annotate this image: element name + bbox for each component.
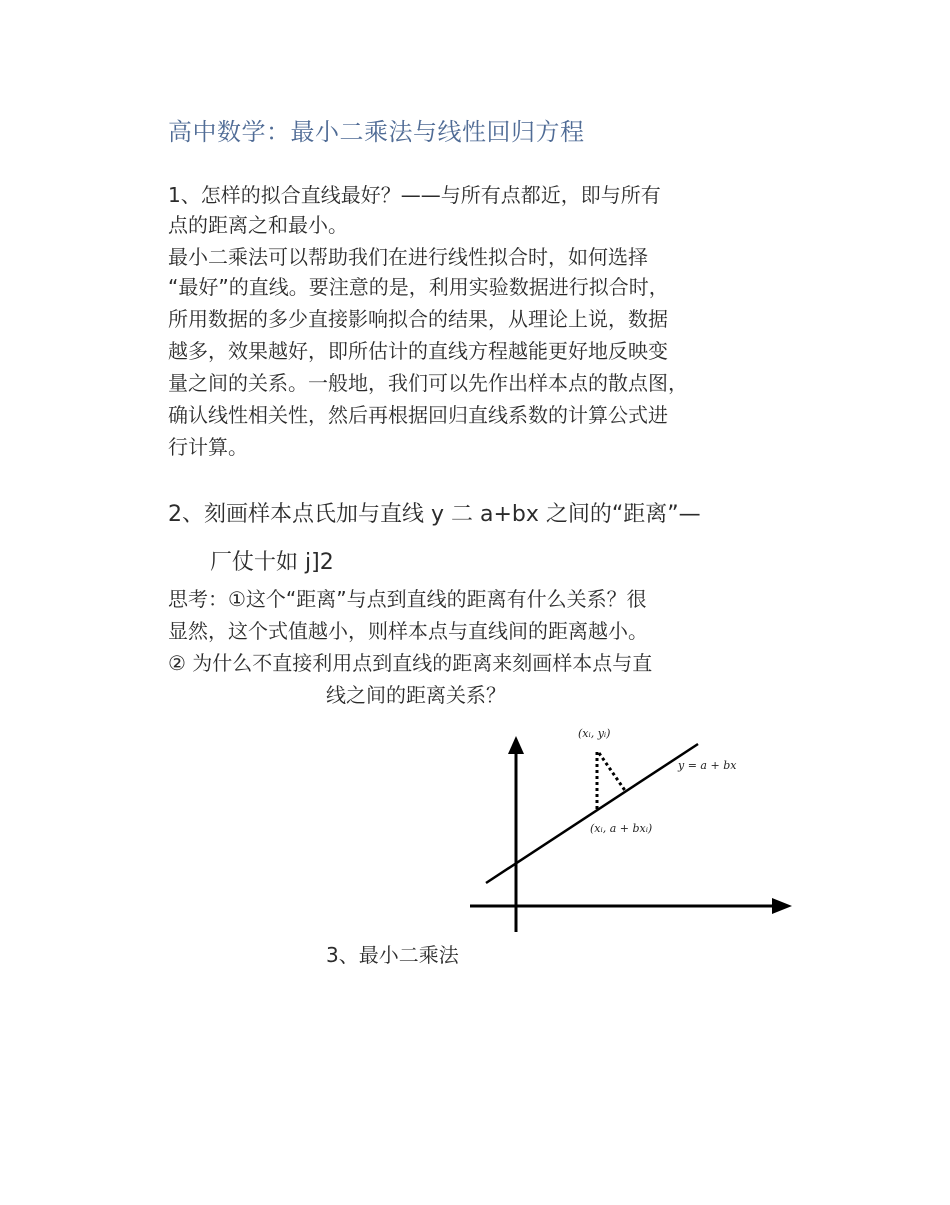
paragraph-line: 线之间的距离关系？ xyxy=(326,683,506,707)
paragraph-line: 思考：①这个“距离”与点到直线的距离有什么关系？很 xyxy=(168,587,647,611)
y-axis-arrow xyxy=(508,736,524,754)
foot-point-label: (xᵢ, a + bxᵢ) xyxy=(590,822,653,835)
page-title: 高中数学：最小二乘法与线性回归方程 xyxy=(168,118,585,146)
regression-diagram xyxy=(466,722,796,937)
paragraph-line: 显然，这个式值越小，则样本点与直线间的距离越小。 xyxy=(168,619,648,643)
paragraph-line: 行计算。 xyxy=(168,435,248,459)
perpendicular-distance-dotted xyxy=(599,753,626,792)
paragraph-line: 最小二乘法可以帮助我们在进行线性拟合时，如何选择 xyxy=(168,245,648,269)
regression-line xyxy=(486,744,698,883)
section-2-heading: 2、刻画样本点氏加与直线 y 二 a+bx 之间的“距离”— xyxy=(168,502,701,527)
paragraph-line: ② 为什么不直接利用点到直线的距离来刻画样本点与直 xyxy=(168,651,653,675)
section-3-heading: 3、最小二乘法 xyxy=(326,943,459,967)
paragraph-line: 量之间的关系。一般地，我们可以先作出样本点的散点图， xyxy=(168,371,688,395)
paragraph-line: 1、怎样的拟合直线最好？——与所有点都近，即与所有 xyxy=(168,183,661,207)
paragraph-line: 越多，效果越好，即所估计的直线方程越能更好地反映变 xyxy=(168,339,668,363)
line-equation-label: y = a + bx xyxy=(678,759,737,772)
paragraph-line: 点的距离之和最小。 xyxy=(168,213,348,237)
paragraph-line: 所用数据的多少直接影响拟合的结果，从理论上说，数据 xyxy=(168,307,668,331)
paragraph-line: 确认线性相关性，然后再根据回归直线系数的计算公式进 xyxy=(168,403,668,427)
point-label: (xᵢ, yᵢ) xyxy=(578,727,611,740)
paragraph-line: “最好”的直线。要注意的是，利用实验数据进行拟合时， xyxy=(168,275,669,299)
formula-text: 厂仗十如 j]2 xyxy=(210,550,334,575)
x-axis-arrow xyxy=(772,898,792,914)
